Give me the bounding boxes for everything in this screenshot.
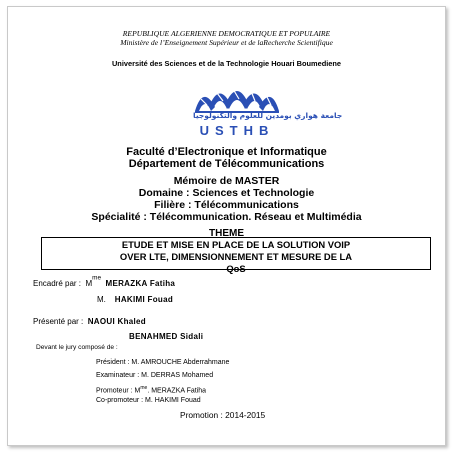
supervisor-title-sup: me [92, 274, 102, 282]
university-name: Université des Sciences et de la Technologie Houari Boumediene [111, 59, 342, 68]
supervisor-title-1: M [85, 279, 93, 288]
presenter-name-2: BENAHMED Sidali [129, 332, 204, 341]
document-page [7, 6, 446, 446]
presenter-line-2 [129, 326, 203, 344]
memoire-filiere: Filière : Télécommunications [154, 199, 299, 211]
jury-member-sup: me [140, 385, 148, 391]
theme-label: THEME [209, 228, 244, 239]
republic-line: REPUBLIQUE ALGERIENNE DEMOCRATIQUE ET POPULAIRE [122, 29, 331, 38]
presenter-name-1: NAOUI Khaled [87, 317, 146, 326]
promotion: Promotion : 2014-2015 [180, 410, 266, 420]
faculty-name: Faculté d’Electronique et Informatique [126, 146, 327, 158]
supervisor-name-1: MERAZKA Fatiha [105, 279, 176, 288]
presenter-label: Présenté par : [33, 317, 84, 326]
theme-line: OVER LTE, DIMENSIONNEMENT ET MESURE DE LA [119, 251, 353, 262]
usthb-logo [189, 77, 343, 139]
jury-member: Examinateur : M. DERRAS Mohamed [96, 372, 214, 379]
jury-member-rest: . MERAZKA Fatiha [147, 387, 207, 395]
jury-member [96, 385, 206, 394]
supervision-label: Encadré par : [33, 279, 82, 288]
jury-member: Co-promoteur : M. HAKIMI Fouad [96, 397, 201, 404]
supervisor-name-2: HAKIMI Fouad [114, 295, 174, 304]
supervisor-title-2: M. [97, 295, 106, 304]
logo-acronym: USTHB [199, 123, 275, 138]
jury-label: Devant le jury composé de : [36, 344, 118, 351]
jury-member-role: Promoteur : M [96, 387, 141, 395]
theme-line: ETUDE ET MISE EN PLACE DE LA SOLUTION VOIP [121, 239, 351, 250]
supervisor-line-2 [97, 289, 173, 307]
logo-arabic-text: جامعة هواري بومدين للعلوم والتكنولوجيا [193, 111, 343, 120]
memoire-domaine: Domaine : Sciences et Technologie [138, 187, 315, 199]
memoire-specialite: Spécialité : Télécommunication. Réseau et Multimédia [91, 211, 362, 223]
ministry-line: Ministère de l’Enseignement Supérieur et de laRecherche Scientifique [120, 38, 333, 47]
jury-member: Président : M. AMROUCHE Abderrahmane [96, 359, 230, 366]
theme-box [41, 237, 431, 274]
theme-line: QoS [226, 263, 246, 274]
department-name: Département de Télécommunications [128, 158, 325, 170]
memoire-title: Mémoire de MASTER [173, 175, 280, 187]
